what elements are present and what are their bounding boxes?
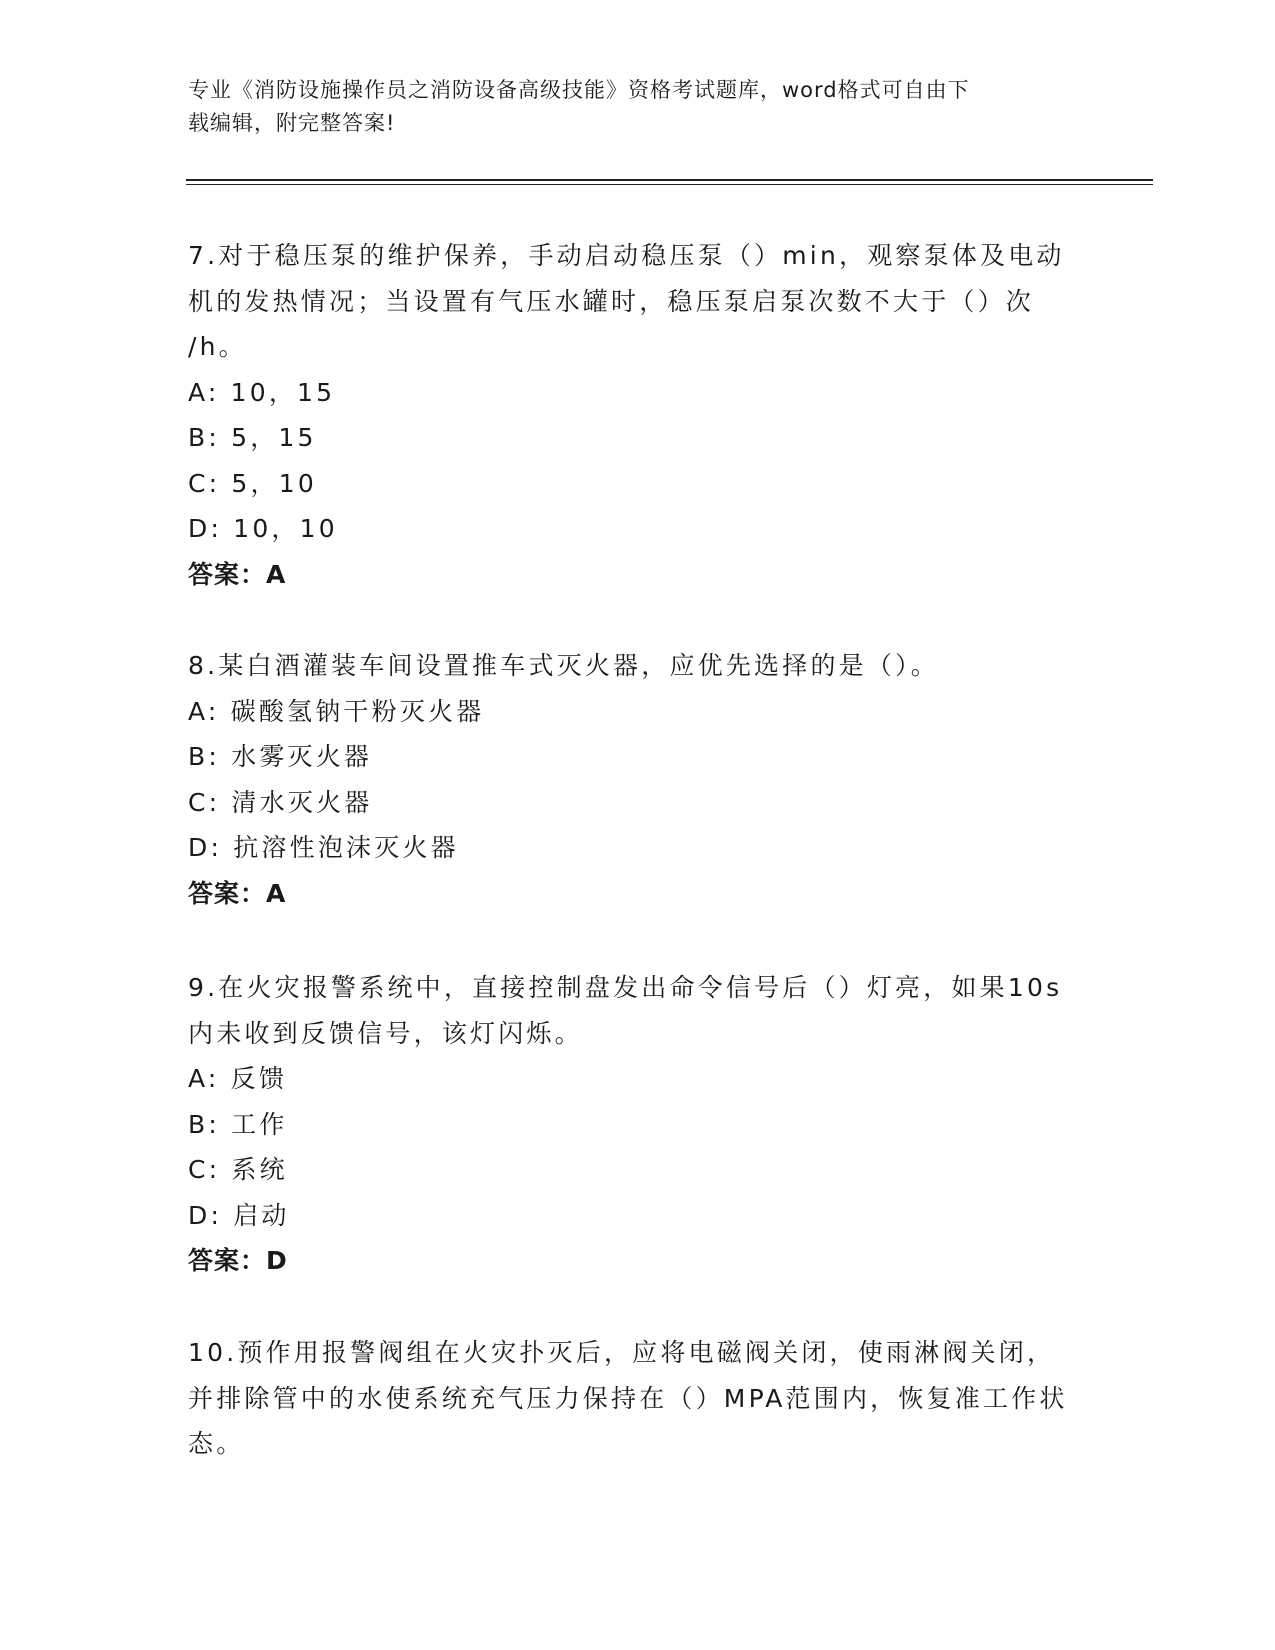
question-text-line: 机的发热情况；当设置有气压水罐时，稳压泵启泵次数不大于（）次	[188, 286, 1035, 316]
answer: 答案：D	[188, 1246, 288, 1275]
question-text-line: 7.对于稳压泵的维护保养，手动启动稳压泵（）min，观察泵体及电动	[188, 241, 1065, 270]
question-text-line: /h。	[188, 332, 247, 361]
answer: 答案：A	[188, 878, 287, 908]
document-header	[188, 74, 1088, 140]
option-a: A: 碳酸氢钠干粉灭火器	[188, 696, 485, 726]
question-text-line: 9.在火灾报警系统中，直接控制盘发出命令信号后（）灯亮，如果10s	[188, 973, 1063, 1002]
option-c: C: 清水灭火器	[188, 787, 373, 817]
question-text-line: 并排除管中的水使系统充气压力保持在（）MPA范围内，恢复准工作状	[188, 1383, 1068, 1413]
question-10	[188, 1330, 1093, 1467]
option-b: B: 水雾灭火器	[188, 742, 373, 771]
option-c: C: 5，10	[188, 468, 317, 498]
question-8	[188, 643, 1093, 916]
option-b: B: 工作	[188, 1109, 288, 1139]
question-text-line: 态。	[188, 1429, 245, 1458]
header-divider-thick	[186, 179, 1153, 181]
question-text-line: 内未收到反馈信号，该灯闪烁。	[188, 1018, 583, 1048]
question-7	[188, 233, 1093, 597]
option-c: C: 系统	[188, 1155, 288, 1184]
option-b: B: 5，15	[188, 423, 317, 452]
question-9	[188, 965, 1093, 1284]
header-line-2: 载编辑，附完整答案!	[188, 111, 396, 135]
header-line-1: 专业《消防设施操作员之消防设备高级技能》资格考试题库，word格式可自由下	[188, 78, 970, 102]
question-text-line: 8.某白酒灌装车间设置推车式灭火器，应优先选择的是（）。	[188, 651, 939, 680]
answer: 答案：A	[188, 559, 287, 589]
option-d: D: 启动	[188, 1200, 290, 1230]
header-divider-thin	[186, 184, 1153, 185]
option-d: D: 10，10	[188, 514, 338, 543]
question-text-line: 10.预作用报警阀组在火灾扑灭后，应将电磁阀关闭，使雨淋阀关闭，	[188, 1338, 1056, 1367]
option-d: D: 抗溶性泡沫灭火器	[188, 833, 459, 862]
option-a: A: 反馈	[188, 1064, 288, 1093]
option-a: A: 10，15	[188, 377, 336, 407]
